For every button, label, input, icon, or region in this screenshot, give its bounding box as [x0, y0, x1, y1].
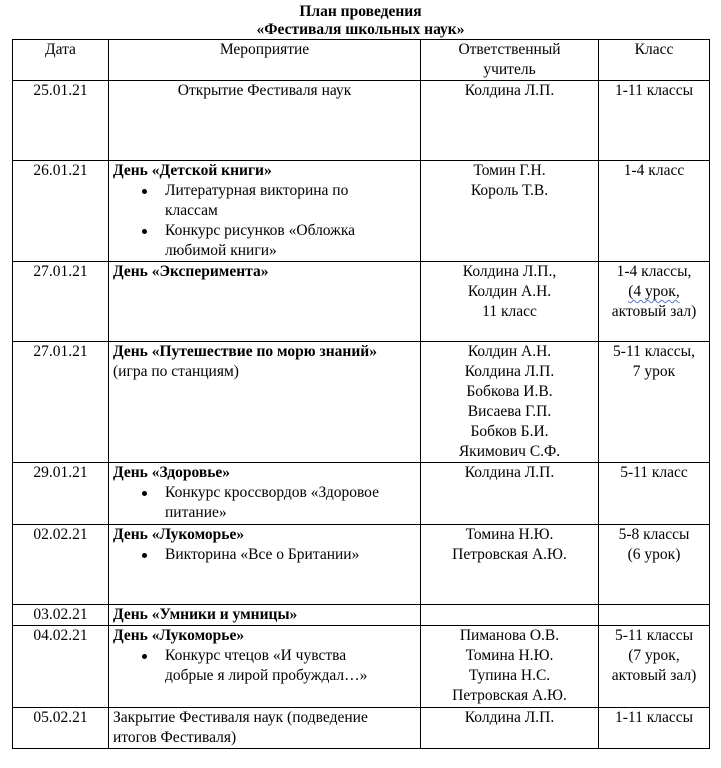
list-item-line: Конкурс кроссвордов «Здоровое: [165, 484, 379, 501]
list-item-line: добрые я лирой пробуждал…»: [165, 667, 368, 684]
row-date: 27.01.21: [13, 262, 109, 342]
class-text: актовый зал): [611, 303, 697, 320]
teacher-name: Томина Н.Ю.: [465, 526, 554, 543]
row-class: [599, 626, 710, 708]
page-title: [0, 3, 721, 39]
row-class: [599, 81, 710, 161]
list-item-line: Литературная викторина по: [165, 182, 349, 199]
teacher-name: Колдина Л.П.,: [462, 263, 557, 280]
list-item-line: Конкурс рисунков «Обложка: [165, 222, 356, 239]
row-class: [599, 161, 710, 262]
row-event: [109, 262, 421, 342]
teacher-name: Колдина Л.П.: [464, 464, 555, 481]
row-class: [599, 708, 710, 749]
row-teachers: [421, 161, 599, 262]
list-item: [113, 221, 416, 261]
event-title: День «Эксперимента»: [113, 263, 269, 280]
header-date: [13, 40, 109, 81]
event-title: День «Путешествие по морю знаний»: [113, 343, 377, 360]
row-date: 27.01.21: [13, 342, 109, 463]
header-event: [109, 40, 421, 81]
row-event: [109, 708, 421, 749]
class-text: (7 урок,: [628, 647, 680, 664]
class-text: 5-11 классы,: [613, 343, 695, 360]
festival-plan-table: [12, 39, 710, 749]
class-text: 5-11 классы: [614, 627, 694, 644]
list-item: [113, 646, 416, 686]
table-row: [13, 525, 710, 605]
list-item-line: Викторина «Все о Британии»: [165, 546, 360, 563]
class-text: (4 урок,: [628, 283, 680, 300]
table-row: [13, 626, 710, 708]
list-item: [113, 545, 416, 565]
event-text-line: итогов Фестиваля): [113, 729, 237, 746]
row-date: 25.01.21: [13, 81, 109, 161]
row-class: [599, 463, 710, 525]
table-row: [13, 605, 710, 626]
row-date: 26.01.21: [13, 161, 109, 262]
row-class: [599, 605, 710, 626]
row-teachers: [421, 81, 599, 161]
row-teachers: [421, 525, 599, 605]
teacher-name: Бобкова И.В.: [466, 383, 553, 400]
header-teacher-line-1: Ответственный: [458, 41, 561, 58]
teacher-name: Якимович С.Ф.: [458, 443, 561, 460]
class-text: 7 урок: [632, 363, 676, 380]
header-event-label: Мероприятие: [219, 41, 310, 58]
teacher-name: Петровская А.Ю.: [452, 546, 567, 563]
header-teacher: [421, 40, 599, 81]
row-class: [599, 525, 710, 605]
row-class: [599, 262, 710, 342]
table-row: [13, 342, 710, 463]
list-item-line: Конкурс чтецов «И чувства: [165, 647, 347, 664]
event-title: День «Умники и умницы»: [113, 606, 298, 623]
row-teachers: [421, 342, 599, 463]
table-row: [13, 463, 710, 525]
teacher-name: Пиманова О.В.: [459, 627, 560, 644]
teacher-name: Висаева Г.П.: [467, 403, 552, 420]
teacher-name: Тупина Н.С.: [468, 667, 551, 684]
class-text: актовый зал): [611, 667, 697, 684]
teacher-name: Колдина Л.П.: [464, 363, 555, 380]
teacher-name: Колдина Л.П.: [464, 709, 555, 726]
row-date: 05.02.21: [13, 708, 109, 749]
row-date: 04.02.21: [13, 626, 109, 708]
row-event: [109, 525, 421, 605]
teacher-name: Томин Г.Н.: [473, 162, 546, 179]
teacher-name: Колдин А.Н.: [467, 283, 552, 300]
table-row: [13, 262, 710, 342]
event-title: День «Лукоморье»: [113, 526, 245, 543]
header-teacher-line-2: учитель: [483, 61, 536, 78]
teacher-note: 11 класс: [482, 303, 537, 320]
class-text: 1-4 классы,: [616, 263, 692, 280]
row-teachers: [421, 262, 599, 342]
list-item-line: классам: [165, 202, 218, 219]
list-item-line: питание»: [165, 504, 227, 521]
teacher-name: Петровская А.Ю.: [452, 687, 567, 704]
table-row: [13, 161, 710, 262]
teacher-name: Колдин А.Н.: [467, 343, 552, 360]
class-text: 1-11 классы: [614, 709, 694, 726]
class-text: 5-11 класс: [620, 464, 688, 481]
row-teachers: [421, 626, 599, 708]
class-text: 5-8 классы: [618, 526, 690, 543]
teacher-name: Томина Н.Ю.: [465, 647, 554, 664]
class-text: (6 урок): [627, 546, 681, 563]
event-title: День «Лукоморье»: [113, 627, 245, 644]
list-item: [113, 181, 416, 221]
table-row: [13, 81, 710, 161]
row-class: [599, 342, 710, 463]
row-date: 02.02.21: [13, 525, 109, 605]
table-row: [13, 708, 710, 749]
teacher-name: Король Т.В.: [470, 182, 549, 199]
row-teachers: [421, 605, 599, 626]
header-row: [13, 40, 710, 81]
teacher-name: Бобков Б.И.: [470, 423, 549, 440]
row-date: 29.01.21: [13, 463, 109, 525]
row-event: [109, 605, 421, 626]
header-class-label: Класс: [634, 41, 674, 58]
title-line-1: План проведения: [299, 3, 422, 20]
row-event: [109, 342, 421, 463]
row-teachers: [421, 708, 599, 749]
event-text-line: Закрытие Фестиваля наук (подведение: [113, 709, 368, 726]
list-item: [113, 483, 416, 523]
event-title: День «Детской книги»: [113, 162, 272, 179]
title-line-2: «Фестиваля школьных наук»: [256, 21, 465, 38]
row-event: [109, 463, 421, 525]
header-class: [599, 40, 710, 81]
row-date: 03.02.21: [13, 605, 109, 626]
row-event: [109, 626, 421, 708]
header-date-label: Дата: [45, 41, 76, 58]
row-teachers: [421, 463, 599, 525]
teacher-name: Колдина Л.П.: [464, 82, 555, 99]
list-item-line: любимой книги»: [165, 242, 277, 259]
class-text: 1-4 класс: [623, 162, 685, 179]
event-text: Открытие Фестиваля наук: [177, 82, 352, 99]
row-event: [109, 161, 421, 262]
class-text: 1-11 классы: [614, 82, 694, 99]
row-event: [109, 81, 421, 161]
event-title: День «Здоровье»: [113, 464, 231, 481]
event-note: (игра по станциям): [113, 363, 239, 380]
